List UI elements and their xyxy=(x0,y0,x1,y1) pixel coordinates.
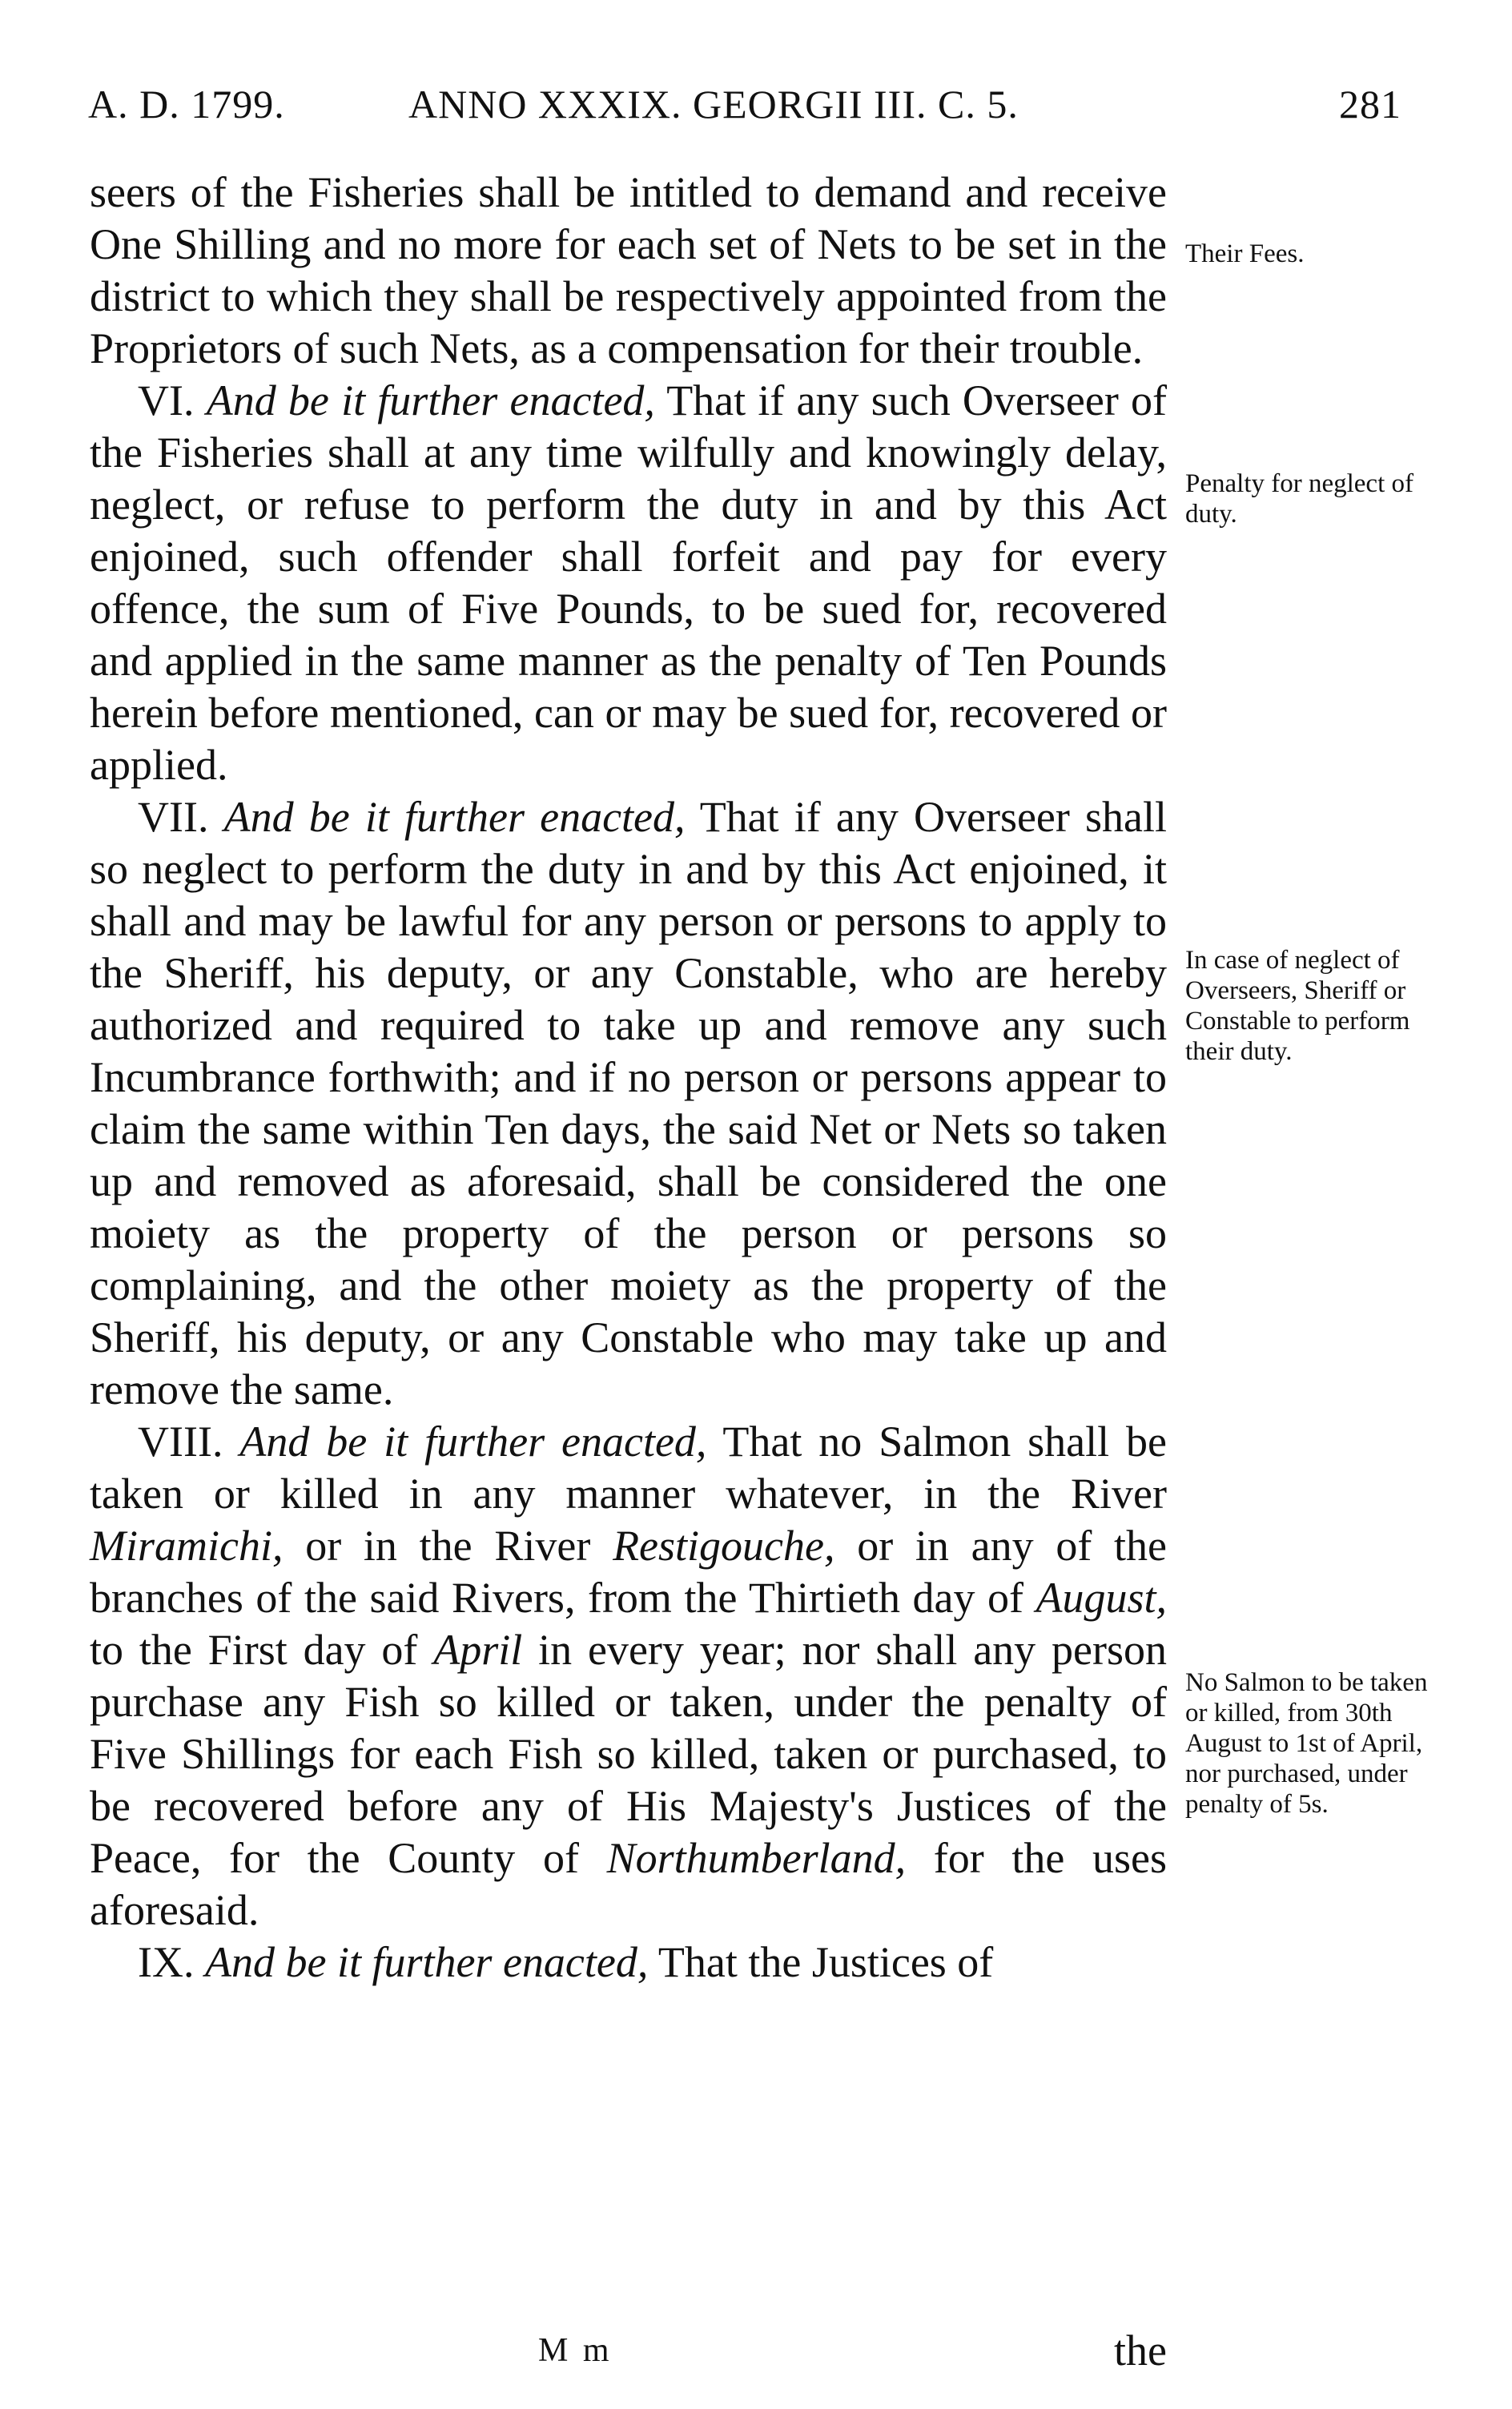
catchword: the xyxy=(1114,2327,1167,2375)
page-number: 281 xyxy=(1339,82,1401,127)
section-text: for the uses aforesaid. xyxy=(90,1834,1168,1934)
section-text: or in any of the branches of the said Rivers, from the Thirtieth day of xyxy=(90,1522,1168,1622)
river-name: Restigouche, xyxy=(613,1522,835,1570)
body-text xyxy=(90,167,1167,1989)
paragraph-vi xyxy=(90,375,1167,791)
paragraph-ix xyxy=(90,1936,1167,1989)
header-year: A. D. 1799. xyxy=(88,82,285,127)
section-text: That the Justices of xyxy=(657,1938,994,1986)
paragraph-fees: seers of the Fisheries shall be intitled to demand and receive One Shilling and no more for each set of Nets to be set in the district to which they shall be respectively appointed from the Proprietors of such Nets, as a compensation for their trouble. xyxy=(90,168,1167,372)
paragraph-viii xyxy=(90,1416,1167,1936)
section-number: VII. xyxy=(138,793,209,841)
margin-note-fees: Their Fees. xyxy=(1185,239,1305,268)
section-text: or in the River xyxy=(305,1522,591,1570)
enacting-clause: And be it further enacted, xyxy=(239,1418,707,1466)
county-name: Northumberland, xyxy=(606,1834,907,1882)
section-number: IX. xyxy=(138,1938,195,1986)
section-text: That if any such Overseer of the Fisheries shall at any time wilfully and knowingly delay, neglect, or refuse to perform the duty in and by this Act enjoined, such offender shall forfeit and pay for every offence, the sum of Five Pounds, to be sued for, recovered and applied in the same manner as the penalty of Ten Pounds herein before mentioned, can or may be sued for, recovered or applied. xyxy=(90,376,1168,789)
page-footer xyxy=(90,2323,1167,2379)
running-header xyxy=(88,76,1401,132)
section-text: That if any Overseer shall so neglect to perform the duty in and by this Act enjoined, it shall and may be lawful for any person or persons to apply to the Sheriff, his deputy, or any Constable, who are hereby authorized and required to take up and remove any such Incumbrance forthwith; and if no person or persons appear to claim the same within Ten days, the said Net or Nets so taken up and removed as aforesaid, shall be considered the one moiety as the property of the person or persons so complaining, and the other moiety as the property of the Sheriff, his deputy, or any Constable who may take up and remove the same. xyxy=(90,793,1168,1414)
section-text: to the First day of xyxy=(90,1626,418,1674)
section-text: in every year; nor shall any person purchase any Fish so killed or taken, under the penalty of Five Shillings for each Fish so killed, taken or purchased, to be recovered before any of His Majesty's Justices of the Peace, for the County of xyxy=(90,1626,1168,1882)
section-number: VIII. xyxy=(138,1418,223,1466)
margin-note-penalty: Penalty for neglect of duty. xyxy=(1185,469,1413,529)
margin-note-salmon: No Salmon to be taken or killed, from 30th August to 1st of April, nor purchased, under penalty of 5s. xyxy=(1185,1668,1428,1819)
month-name: April xyxy=(433,1626,523,1674)
section-number: VI. xyxy=(138,376,195,424)
enacting-clause: And be it further enacted, xyxy=(206,376,655,424)
paragraph-vii xyxy=(90,791,1167,1416)
enacting-clause: And be it further enacted, xyxy=(204,1938,649,1986)
signature-mark: M m xyxy=(538,2332,613,2369)
section-text: That no Salmon shall be taken or killed in any manner whatever, in the River xyxy=(90,1418,1167,1518)
month-name: August, xyxy=(1035,1574,1167,1622)
header-title: ANNO XXXIX. GEORGII III. C. 5. xyxy=(408,82,1019,127)
enacting-clause: And be it further enacted, xyxy=(223,793,686,841)
river-name: Miramichi, xyxy=(90,1522,284,1570)
margin-note-neglect: In case of neglect of Overseers, Sheriff or Constable to perform their duty. xyxy=(1185,946,1410,1066)
